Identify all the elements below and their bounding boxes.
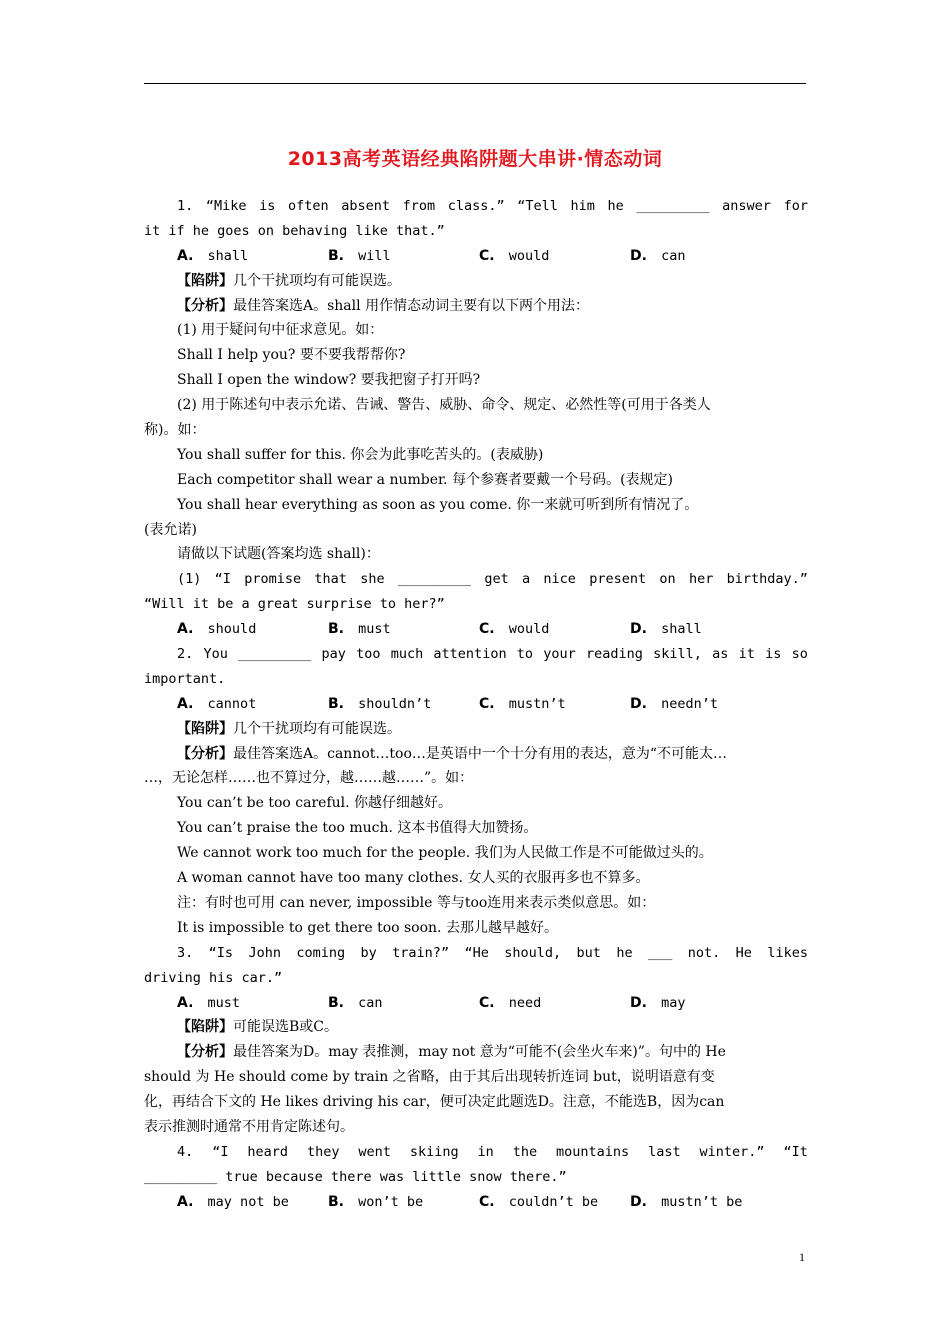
text-line: (1) 用于疑问句中征求意见。如：	[177, 322, 384, 339]
option-d: D. can	[630, 247, 686, 264]
text-line: …，无论怎样……也不算过分，越……越……”。如：	[144, 770, 474, 787]
text-line: A woman cannot have too many clothes. 女人买的衣服再多也不算多。	[177, 870, 650, 887]
text-line: 【分析】最佳答案选A。cannot…too…是英语中一个十分有用的表达，意为“不可能太…	[177, 745, 728, 762]
text-line: 1. “Mike is often absent from class.” “Tell him he _________ answer for	[177, 198, 808, 214]
text-line: You shall hear everything as soon as you come. 你一来就可听到所有情况了。	[177, 496, 699, 513]
text-line: 3. “Is John coming by train?” “He should, but he ___ not. He likes	[177, 944, 808, 961]
option-a: A. may not be	[177, 1193, 289, 1210]
option-row	[144, 1190, 808, 1215]
text-line: You can’t praise the too much. 这本书值得大加赞扬。	[177, 820, 538, 837]
text-line: it if he goes on behaving like that.”	[144, 222, 445, 239]
text-line: driving his car.”	[144, 969, 283, 986]
option-a: A. must	[177, 994, 241, 1011]
option-d: D. may	[630, 994, 686, 1011]
document-body	[144, 194, 808, 1215]
option-d: D. needn’t	[630, 695, 718, 712]
option-b: B. can	[328, 994, 383, 1011]
text-line: 称)。如：	[144, 422, 206, 439]
text-line: 【分析】最佳答案为D。may 表推测，may not 意为“可能不(会坐火车来)”。句中的 He	[177, 1044, 726, 1061]
page-number: 1	[799, 1250, 805, 1264]
text-line: You shall suffer for this. 你会为此事吃苦头的。(表威胁)	[177, 446, 544, 463]
text-line: Shall I open the window? 要我把窗子打开吗?	[177, 372, 481, 389]
text-line: You can’t be too careful. 你越仔细越好。	[177, 795, 453, 812]
text-line: (表允诺)	[144, 521, 197, 538]
text-line: 表示推测时通常不用肯定陈述句。	[144, 1118, 354, 1135]
text-line: “Will it be a great surprise to her?”	[144, 596, 445, 613]
text-line: 4. “I heard they went skiing in the mountains last winter.” “It	[177, 1143, 808, 1160]
text-line: Each competitor shall wear a number. 每个参赛者要戴一个号码。(表规定)	[177, 471, 674, 488]
header-rule	[144, 83, 806, 84]
text-line: 【陷阱】可能误选B或C。	[177, 1019, 338, 1036]
option-row	[144, 244, 808, 269]
option-c: C. couldn’t be	[479, 1193, 599, 1210]
text-line: Shall I help you? 要不要我帮帮你?	[177, 347, 406, 364]
option-d: D. shall	[630, 621, 702, 638]
option-b: B. will	[328, 247, 391, 264]
option-c: C. need	[479, 994, 542, 1011]
option-row	[144, 991, 808, 1016]
option-d: D. mustn’t be	[630, 1193, 743, 1210]
text-line: should 为 He should come by train 之省略，由于其后出现转折连词 but，说明语意有变	[144, 1069, 715, 1086]
option-b: B. shouldn’t	[328, 695, 432, 712]
text-line: We cannot work too much for the people. 我们为人民做工作是不可能做过头的。	[177, 845, 713, 862]
option-b: B. must	[328, 621, 391, 638]
text-line: 化，再结合下文的 He likes driving his car，便可决定此题选D。注意，不能选B，因为can	[144, 1094, 725, 1111]
page-title: 2013高考英语经典陷阱题大串讲·情态动词	[287, 148, 663, 170]
text-line: 注：有时也可用 can never, impossible 等与too连用来表示类似意思。如：	[177, 894, 656, 911]
text-line: It is impossible to get there too soon. 去那儿越早越好。	[177, 919, 558, 936]
text-line: 【分析】最佳答案选A。shall 用作情态动词主要有以下两个用法：	[177, 297, 590, 314]
text-line: (1) “I promise that she _________ get a nice present on her birthday.”	[177, 571, 808, 588]
text-line: (2) 用于陈述句中表示允诺、告诫、警告、威胁、命令、规定、必然性等(可用于各类人	[177, 397, 711, 414]
option-a: A. cannot	[177, 695, 257, 712]
option-row	[144, 692, 808, 717]
option-c: C. mustn’t	[479, 695, 566, 712]
option-row	[144, 617, 808, 642]
text-line: 2. You _________ pay too much attention to your reading skill, as it is so	[177, 646, 808, 663]
text-line: 【陷阱】几个干扰项均有可能误选。	[177, 720, 401, 737]
option-a: A. should	[177, 621, 257, 638]
text-line: _________ true because there was little snow there.”	[144, 1168, 567, 1185]
text-line: 【陷阱】几个干扰项均有可能误选。	[177, 272, 401, 289]
option-b: B. won’t be	[328, 1193, 424, 1210]
option-c: C. would	[479, 621, 550, 638]
text-line: 请做以下试题(答案均选 shall)：	[177, 546, 380, 563]
option-c: C. would	[479, 247, 550, 264]
text-line: important.	[144, 670, 226, 687]
option-a: A. shall	[177, 247, 249, 264]
